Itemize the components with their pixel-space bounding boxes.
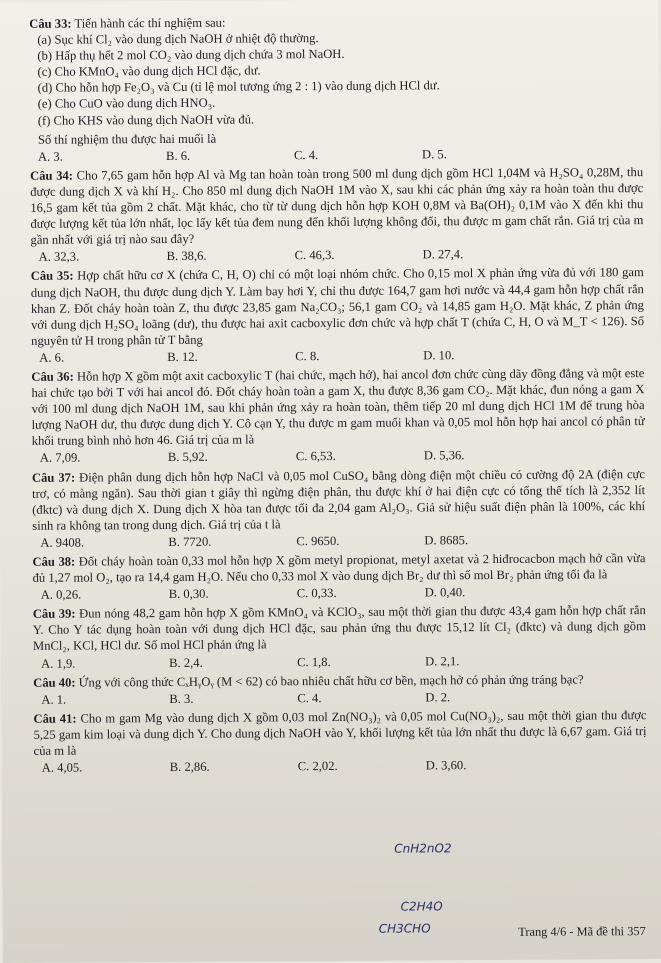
- option-c: C. 1,8.: [297, 654, 331, 669]
- handwritten-note: C2H4O: [400, 899, 443, 914]
- option-d: D. 3,60.: [425, 758, 467, 773]
- option-c: C. 4.: [293, 147, 319, 162]
- option-d: D. 5.: [421, 147, 447, 162]
- list-item: (c) Cho KMnO₄ vào dung dịch HCl đặc, dư.: [37, 63, 261, 80]
- question-number: Câu 38:: [32, 554, 76, 569]
- question-number: Câu 40:: [33, 675, 76, 690]
- question-number: Câu 37:: [31, 470, 76, 485]
- option-b: B. 5,92.: [167, 450, 208, 465]
- option-a: A. 1,9.: [41, 656, 76, 671]
- option-c: C. 9650.: [296, 533, 340, 549]
- option-a: A. 9408.: [40, 535, 85, 550]
- answer-options: [32, 447, 645, 467]
- option-b: B. 7720.: [168, 534, 212, 549]
- list-item: (e) Cho CuO vào dung dịch HNO₃.: [37, 96, 216, 112]
- answer-options: [31, 245, 644, 265]
- option-b: B. 0,30.: [168, 586, 209, 602]
- question-41: [33, 707, 646, 776]
- question-number: Câu 41:: [33, 711, 77, 726]
- option-d: D. 5,36.: [423, 448, 465, 463]
- option-a: A. 0,26.: [40, 587, 82, 602]
- question-33: [29, 12, 643, 165]
- question-stem: Cho m gam Mg vào dung dịch X gồm 0,03 mol Zn(NO₃)₂ và 0,05 mol Cu(NO₃)₂, sau một thời gian thu được 5,25 gam kim loại và dung dịch Y. Cho dung dịch NaOH vào Y, khối lượng kết tủa lớn nhất thu được là 6,67 gam. Giá trị của m là: [33, 707, 647, 758]
- option-a: A. 1.: [41, 692, 67, 707]
- option-c: C. 6,53.: [295, 449, 336, 464]
- question-35: [31, 264, 645, 365]
- option-d: D. 8685.: [424, 533, 469, 548]
- option-b: B. 6.: [165, 148, 191, 163]
- list-item: (b) Hấp thụ hết 2 mol CO₂ vào dung dịch chứa 3 mol NaOH.: [37, 47, 345, 63]
- option-c: C. 8.: [295, 348, 320, 364]
- question-number: Câu 33:: [29, 16, 72, 31]
- option-a: A. 7,09.: [39, 450, 81, 466]
- option-c: C. 46,3.: [294, 248, 335, 263]
- handwritten-note: CH3CHO: [378, 921, 431, 936]
- question-39: [33, 602, 646, 671]
- option-b: B. 2,86.: [169, 759, 210, 775]
- answer-options: [33, 652, 646, 672]
- list-item: (f) Cho KHS vào dung dịch NaOH vừa đủ.: [37, 112, 255, 128]
- question-number: Câu 34:: [30, 168, 74, 183]
- question-34: [30, 164, 644, 265]
- question-stem: Đun nóng 48,2 gam hỗn hợp X gồm KMnO₄ và KClO₃, sau một thời gian thu được 43,4 gam hỗn hợp chất rắn Y. Cho Y tác dụng hoàn toàn với dung dịch HCl đặc, sau phản ứng thu được 15,12 lít Cl₂ (đktc) và dung dịch gồm MnCl₂, KCl, HCl dư. Số mol HCl phản ứng là: [32, 603, 646, 654]
- option-c: C. 2,02.: [297, 759, 338, 774]
- handwritten-note: CnH2nO2: [394, 841, 452, 856]
- answer-options: [33, 583, 646, 603]
- option-b: B. 2,4.: [169, 655, 203, 670]
- option-d: D. 0,40.: [424, 585, 466, 600]
- question-stem: Hỗn hợp X gồm một axit cacboxylic T (hai chức, mạch hở), hai ancol đơn chức cùng dãy đồng đẳng và một este hai chức tạo bởi T với hai ancol đó. Đốt cháy hoàn toàn a gam X, thu được 8,36 gam CO₂. Mặt khác, đun nóng a gam X với 100 ml dung dịch NaOH 1M, sau khi phản ứng xảy ra hoàn toàn, thêm tiếp 20 ml dung dịch HCl 1M để trung hòa lượng NaOH dư, thu được dung dịch Y. Cô cạn Y, thu được m gam muối khan và 0,05 mol hỗn hợp hai ancol có phân tử khối trung bình nhỏ hơn 46. Giá trị của m là: [31, 366, 645, 449]
- question-stem: Ứng với công thức CₓHᵧOᵧ (M < 62) có bao nhiêu chất hữu cơ bền, mạch hở có phản ứng tráng bạc?: [78, 672, 584, 690]
- question-36: [31, 365, 645, 466]
- option-b: B. 3.: [169, 691, 194, 706]
- option-c: C. 0,33.: [296, 586, 337, 601]
- list-item: (d) Cho hỗn hợp Fe₂O₃ và Cu (tỉ lệ mol tương ứng 2 : 1) vào dung dịch HCl dư.: [37, 78, 440, 96]
- option-a: A. 3.: [37, 149, 63, 164]
- option-c: C. 4.: [297, 690, 322, 705]
- question-number: Câu 36:: [31, 369, 74, 384]
- question-ask: Số thí nghiệm thu được hai muối là: [37, 131, 217, 147]
- option-d: D. 2.: [425, 690, 451, 705]
- question-37: [32, 466, 645, 551]
- question-stem: Đốt cháy hoàn toàn 0,33 mol hỗn hợp X gồm metyl propionat, metyl axetat và 2 hiđrocacbon mạch hở cần vừa đủ 1,27 mol O₂, tạo ra 14,4 gam H₂O. Nếu cho 0,33 mol X vào dung dịch Br₂ dư thì số mol Br₂ phản ứng tối đa là: [32, 551, 646, 585]
- answer-options: [32, 531, 645, 551]
- question-number: Câu 39:: [32, 606, 76, 622]
- question-stem: Điện phân dung dịch hỗn hợp NaCl và 0,05 mol CuSO₄ bằng dòng điện một chiều có cường độ 2A (điện cực trơ, có màng ngăn). Sau thời gian t giây thì ngừng điện phân, thu được khí ở hai điện cực có tổng thể tích là 2,352 lít (đktc) và dung dịch X. Dung dịch X hòa tan được tối đa 2,04 gam Al₂O₃. Giả sử hiệu suất điện phân là 100%, các khí sinh ra không tan trong dung dịch. Giá trị của t là: [32, 466, 646, 533]
- option-a: A. 4,05.: [41, 760, 83, 775]
- answer-options: [33, 688, 646, 708]
- option-b: B. 12.: [167, 349, 198, 364]
- answer-options: [34, 756, 647, 776]
- answer-options: [30, 145, 643, 165]
- question-40: [33, 671, 646, 708]
- question-number: Câu 35:: [30, 268, 74, 284]
- option-d: D. 2,1.: [425, 653, 460, 668]
- option-a: A. 6.: [39, 350, 65, 365]
- question-38: [32, 550, 645, 603]
- option-d: D. 10.: [423, 348, 455, 363]
- page-footer: Trang 4/6 - Mã đề thi 357: [518, 923, 646, 939]
- question-stem: Hợp chất hữu cơ X (chứa C, H, O) chỉ có một loại nhóm chức. Cho 0,15 mol X phản ứng vừa đủ với 180 gam dung dịch NaOH, thu được dung dịch Y. Làm bay hơi Y, chỉ thu được 164,7 gam hơi nước và 44,4 gam hỗn hợp chất rắn khan Z. Đốt cháy hoàn toàn Z, thu được 23,85 gam Na₂CO₃; 56,1 gam CO₂ và 14,85 gam H₂O. Mặt khác, Z phản ứng với dung dịch H₂SO₄ loãng (dư), thu được hai axit cacboxylic đơn chức và hợp chất T (chứa C, H, O và M_T < 126). Số nguyên tử H trong phân tử T bằng: [30, 265, 645, 348]
- option-b: B. 38,6.: [166, 249, 207, 264]
- list-item: (a) Sục khí Cl₂ vào dung dịch NaOH ở nhiệt độ thường.: [37, 31, 319, 47]
- answer-options: [31, 346, 644, 366]
- option-a: A. 32,3.: [38, 249, 80, 265]
- question-stem: Cho 7,65 gam hỗn hợp Al và Mg tan hoàn toàn trong 500 ml dung dịch gồm HCl 1,04M và H₂SO₄ 0,28M, thu được dung dịch X và khí H₂. Cho 850 ml dung dịch NaOH 1M vào X, sau khi các phản ứng xảy ra hoàn toàn thu được 16,5 gam kết tủa gồm 2 chất. Mặt khác, cho từ từ dung dịch hỗn hợp KOH 0,8M và Ba(OH)₂ 0,1M vào X đến khi thu được lượng kết tủa lớn nhất, lọc lấy kết tủa đem nung đến khối lượng không đổi, thu được m gam chất rắn. Giá trị của m gần nhất với giá trị nào sau đây?: [30, 164, 644, 248]
- question-stem: Tiến hành các thí nghiệm sau:: [74, 15, 226, 31]
- option-d: D. 27,4.: [422, 247, 464, 262]
